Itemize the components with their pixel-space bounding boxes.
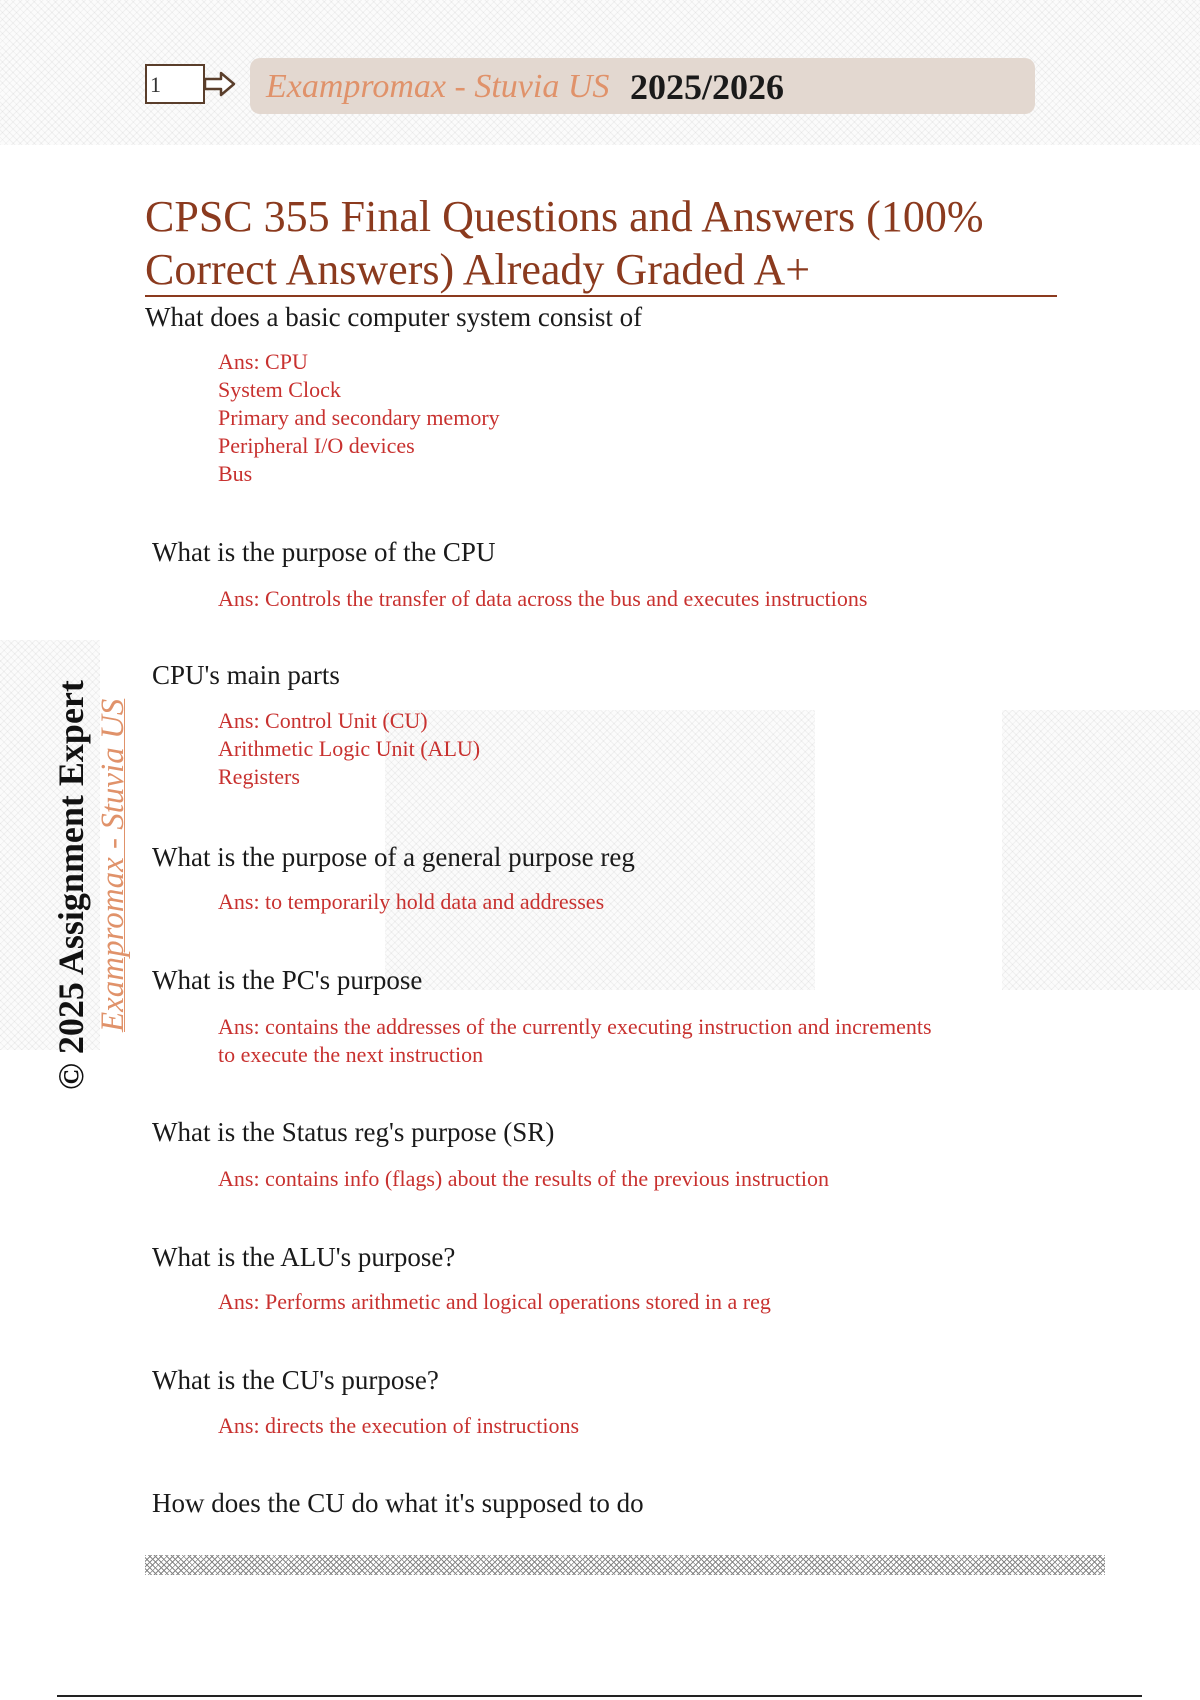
answer-8 <box>218 1412 579 1440</box>
header-year: 2025/2026 <box>630 67 785 107</box>
footer-rule <box>57 1695 1142 1697</box>
sidebar-copyright: © 2025 Assignment Expert <box>51 680 91 1090</box>
answer-5 <box>218 1013 932 1069</box>
question-5: What is the PC's purpose <box>152 965 423 995</box>
question-1: What does a basic computer system consist of <box>145 302 643 332</box>
question-7: What is the ALU's purpose? <box>152 1242 456 1272</box>
answer-line: Ans: directs the execution of instructions <box>218 1413 580 1438</box>
answer-7 <box>218 1288 771 1316</box>
answer-line: Ans: to temporarily hold data and addresses <box>218 889 605 914</box>
answer-line: Ans: contains info (flags) about the results of the previous instruction <box>218 1166 829 1191</box>
question-2: What is the purpose of the CPU <box>152 537 496 567</box>
question-4: What is the purpose of a general purpose reg <box>152 842 635 872</box>
watermark-texture <box>1002 710 1200 990</box>
document-title: CPSC 355 Final Questions and Answers (100% Correct Answers) Already Graded A+ <box>145 192 984 294</box>
answer-line: Registers <box>218 764 300 789</box>
answer-3 <box>218 707 480 791</box>
answer-4 <box>218 888 604 916</box>
answer-line: Ans: Control Unit (CU) <box>218 708 428 733</box>
answer-line: System Clock <box>218 377 341 402</box>
answer-line: Peripheral I/O devices <box>218 433 415 458</box>
answer-line: Ans: contains the addresses of the currently executing instruction and increments <box>218 1014 932 1039</box>
answer-line: Arithmetic Logic Unit (ALU) <box>218 736 481 761</box>
redaction-band <box>145 1555 1105 1575</box>
answer-6 <box>218 1165 829 1193</box>
page-number-box <box>145 64 205 104</box>
page-number: 1 <box>150 72 161 97</box>
answer-line: to execute the next instruction <box>218 1042 484 1067</box>
answer-line: Ans: CPU <box>218 349 308 374</box>
answer-line: Primary and secondary memory <box>218 405 500 430</box>
question-6: What is the Status reg's purpose (SR) <box>152 1117 555 1147</box>
sidebar-brand: Exampromax - Stuvia US <box>95 698 131 1032</box>
answer-line: Bus <box>218 461 253 486</box>
answer-1 <box>218 348 500 488</box>
answer-line: Ans: Performs arithmetic and logical operations stored in a reg <box>218 1289 771 1314</box>
question-8: What is the CU's purpose? <box>152 1365 439 1395</box>
answer-2 <box>218 585 867 613</box>
header-brand: Exampromax - Stuvia US <box>266 68 610 105</box>
question-9: How does the CU do what it's supposed to do <box>152 1488 644 1518</box>
arrow-right-icon <box>203 70 237 98</box>
question-3: CPU's main parts <box>152 660 340 690</box>
answer-line: Ans: Controls the transfer of data across the bus and executes instructions <box>218 586 868 611</box>
title-underline <box>145 295 1057 297</box>
